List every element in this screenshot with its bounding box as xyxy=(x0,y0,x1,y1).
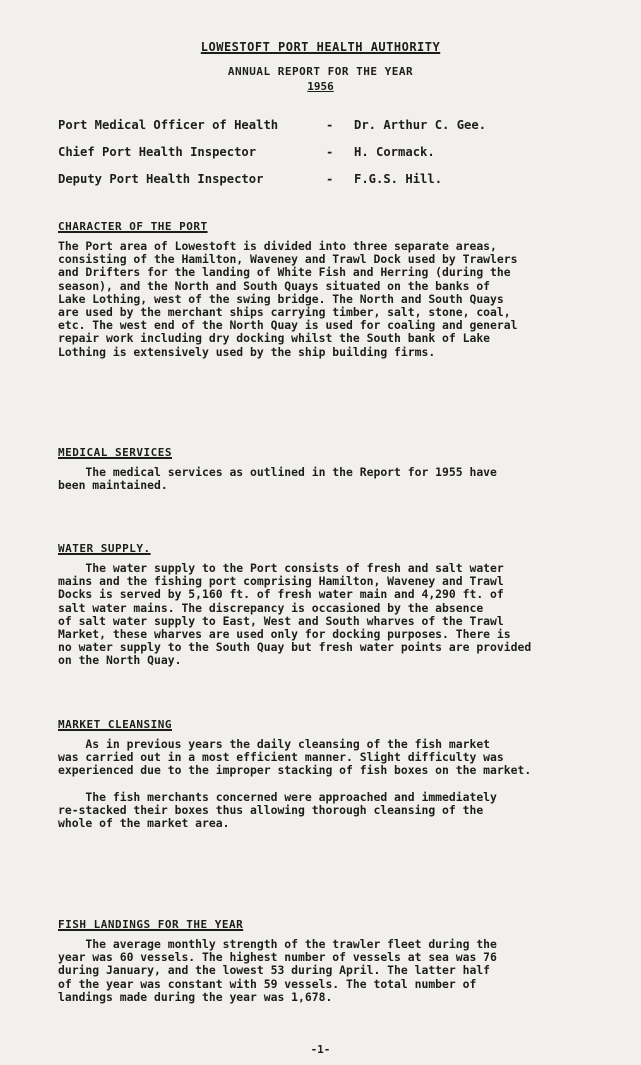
report-title: ANNUAL REPORT FOR THE YEAR xyxy=(227,65,414,78)
officer-row xyxy=(58,172,598,199)
officer-dash: - xyxy=(326,118,334,132)
section-market-cleansing xyxy=(58,718,598,830)
page-number: -1- xyxy=(310,1043,331,1056)
section-paragraph: The average monthly strength of the trawler fleet during the year was 60 vessels. The highest number of vessels at sea was 76 during January, and the lowest 53 during April. The latter half of the year was constant with 59 vessels. The total number of landings made during the year was 1,678. xyxy=(58,937,497,1004)
officer-name: Dr. Arthur C. Gee. xyxy=(354,118,487,132)
section-heading: CHARACTER OF THE PORT xyxy=(58,220,208,233)
section-heading: WATER SUPPLY. xyxy=(58,542,151,555)
officer-row xyxy=(58,145,598,172)
officer-dash: - xyxy=(326,145,334,159)
section-character-of-port xyxy=(58,220,598,359)
officers-list xyxy=(58,118,598,199)
authority-title: LOWESTOFT PORT HEALTH AUTHORITY xyxy=(200,40,441,54)
officer-name: H. Cormack. xyxy=(354,145,435,159)
officer-role: Deputy Port Health Inspector xyxy=(58,172,264,186)
officer-dash: - xyxy=(326,172,334,186)
report-year: 1956 xyxy=(307,80,334,93)
officer-role: Port Medical Officer of Health xyxy=(58,118,279,132)
officer-role: Chief Port Health Inspector xyxy=(58,145,257,159)
section-heading: FISH LANDINGS FOR THE YEAR xyxy=(58,918,244,931)
section-heading: MARKET CLEANSING xyxy=(58,718,172,731)
section-heading: MEDICAL SERVICES xyxy=(58,446,172,459)
section-paragraph: The fish merchants concerned were approached and immediately re-stacked their boxes thus allowing thorough cleansing of the whole of the market area. xyxy=(58,789,497,831)
section-paragraph: The medical services as outlined in the Report for 1955 have been maintained. xyxy=(58,465,497,493)
section-paragraph: As in previous years the daily cleansing of the fish market was carried out in a most efficient manner. Slight difficulty was experienced due to the improper stacking of fish boxes on the market. xyxy=(58,737,532,778)
section-fish-landings xyxy=(58,918,598,1004)
officer-name: F.G.S. Hill. xyxy=(354,172,443,186)
section-medical-services xyxy=(58,446,598,492)
officer-row xyxy=(58,118,598,145)
section-water-supply xyxy=(58,542,598,668)
section-paragraph: The water supply to the Port consists of fresh and salt water mains and the fishing port comprising Hamilton, Waveney and Trawl Docks is served by 5,160 ft. of fresh water main and 4,290 ft. of salt water mains. The discrepancy is occasioned by the absence of salt water supply to East, West and South wharves of the Trawl Market, these wharves are used only for docking purposes. There is no water supply to the South Quay but fresh water points are provided on the North Quay. xyxy=(58,561,532,668)
section-paragraph: The Port area of Lowestoft is divided into three separate areas, consisting of the Hamilton, Waveney and Trawl Dock used by Trawlers and Drifters for the landing of White Fish and Herring (during the season), and the North and South Quays situated on the banks of Lake Lothing, west of the swing bridge. The North and South Quays are used by the merchant ships carrying timber, salt, stone, coal, etc. The west end of the North Quay is used for coaling and general repair work including dry docking whilst the South bank of Lake Lothing is extensively used by the ship building firms. xyxy=(58,239,518,359)
